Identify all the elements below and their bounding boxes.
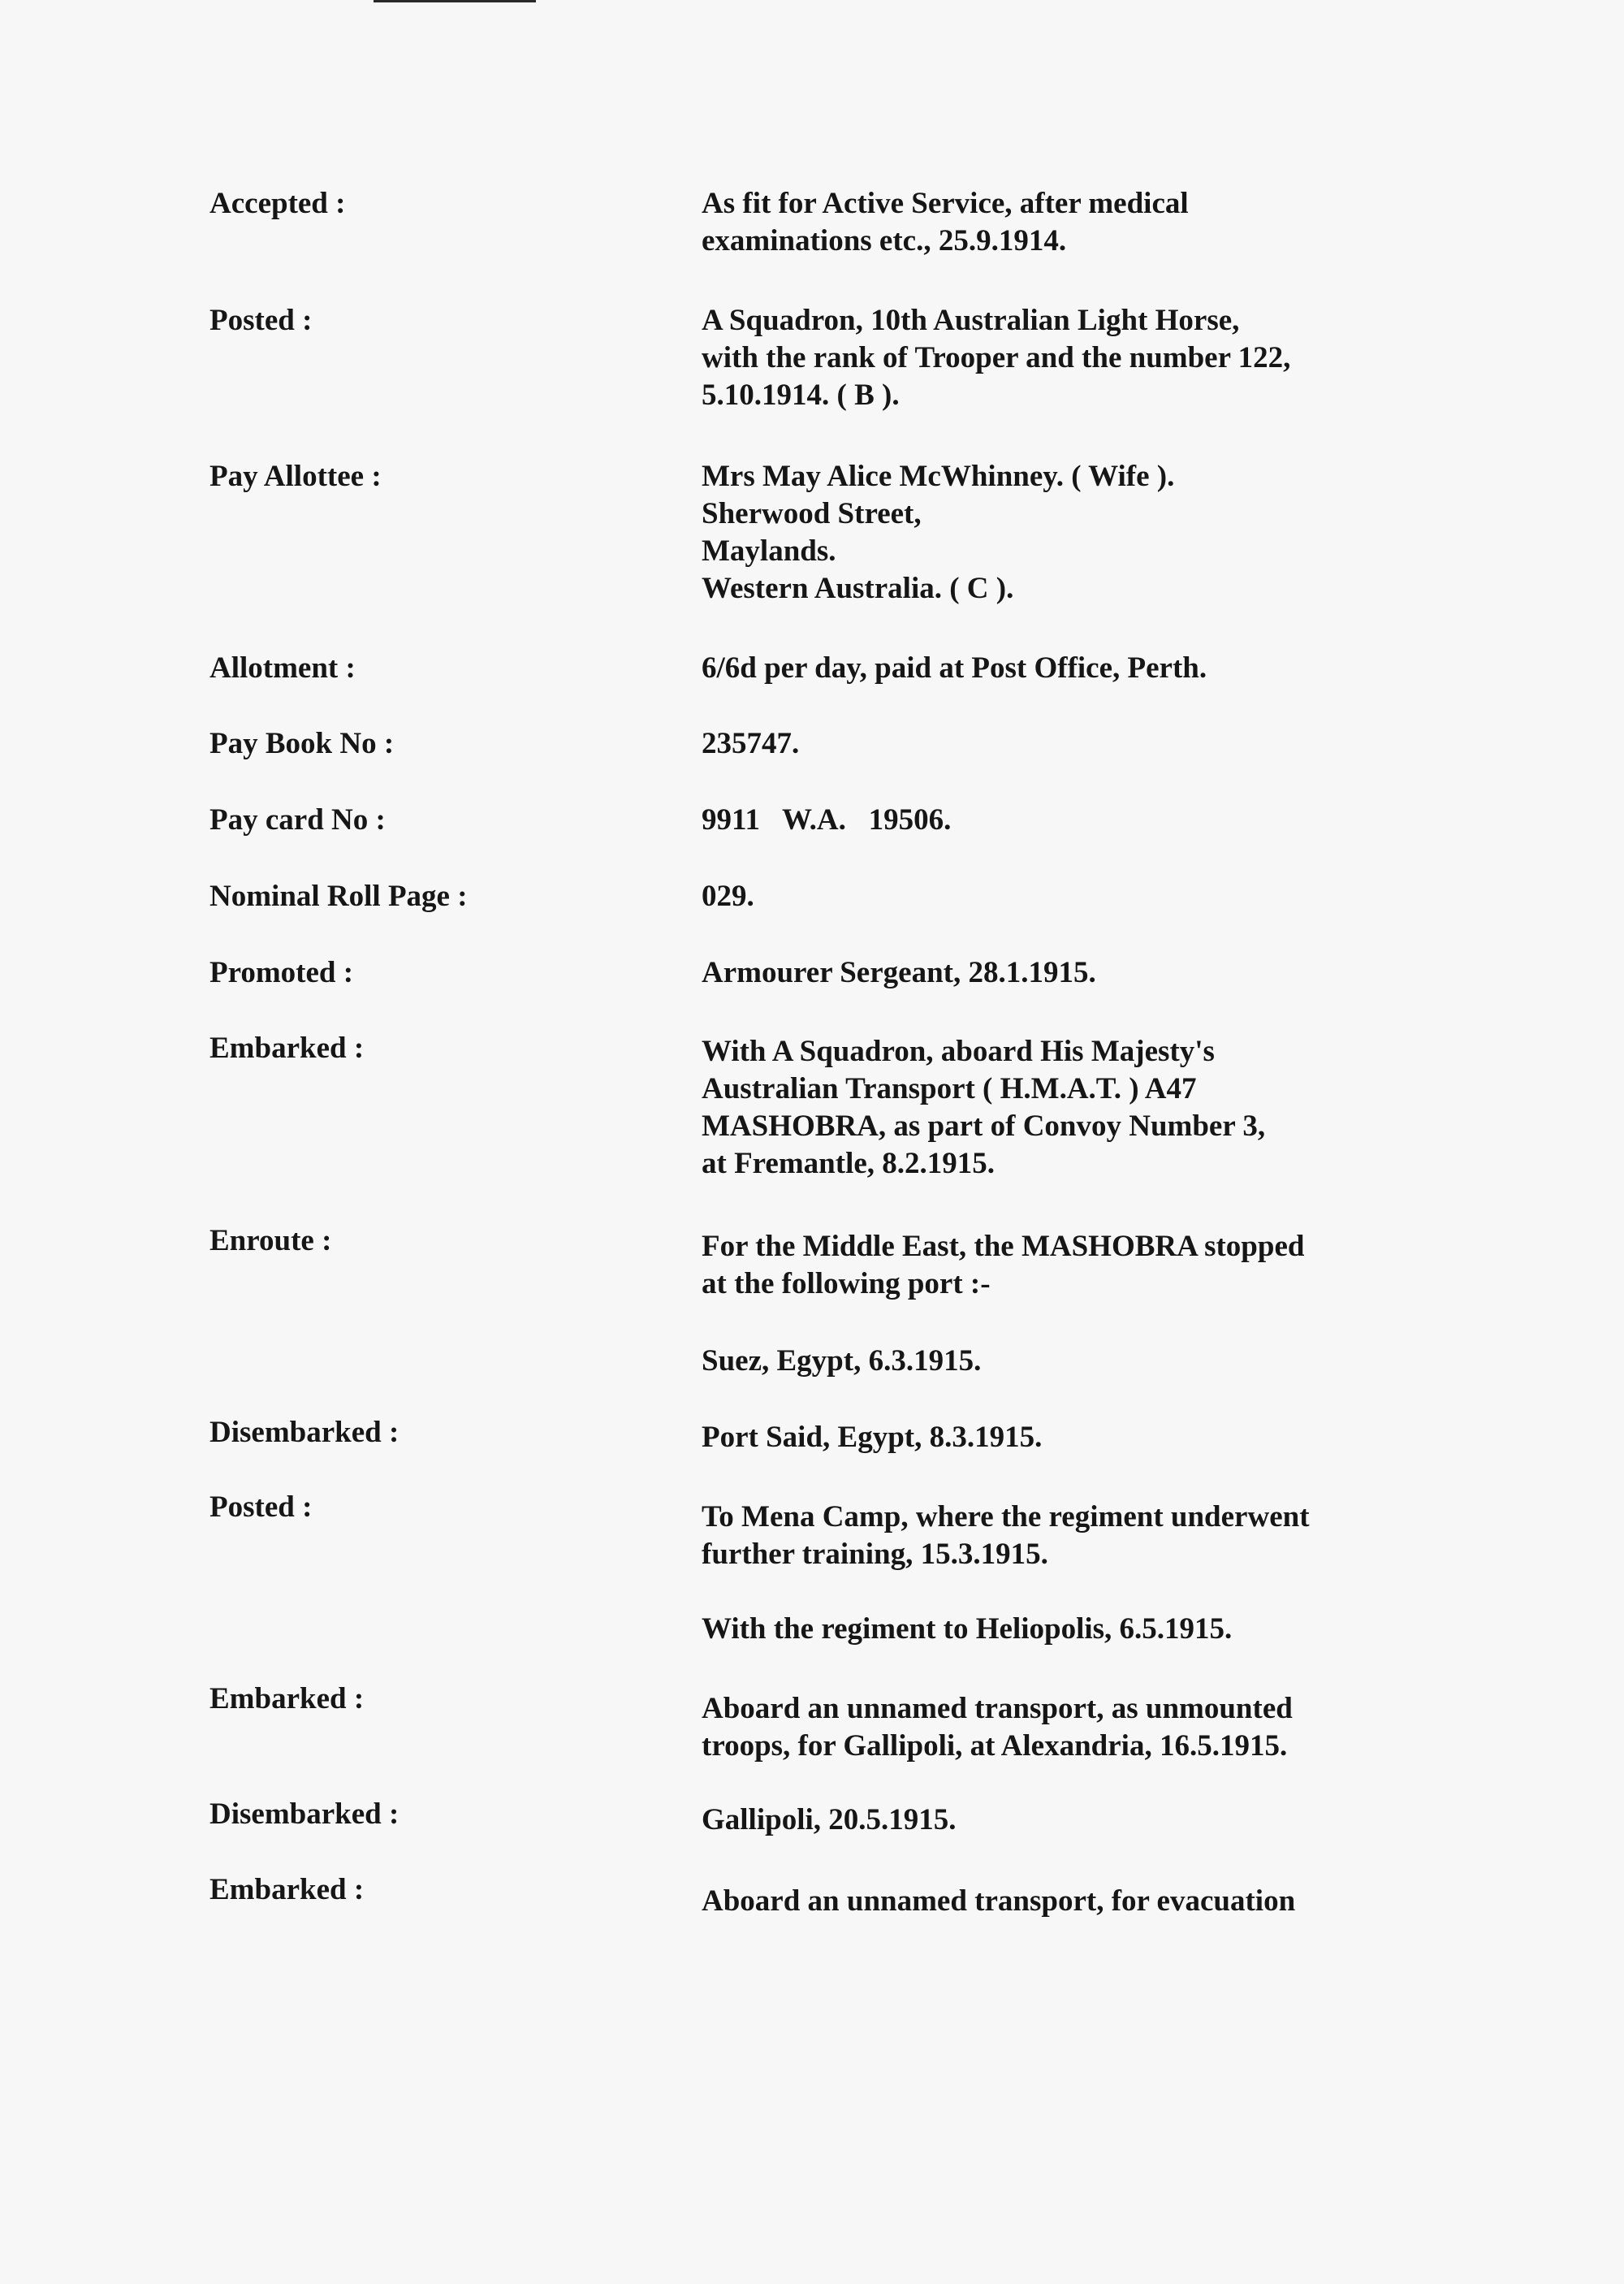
value-line: at the following port :- bbox=[702, 1267, 991, 1300]
posted-followup-value bbox=[702, 1611, 1514, 1648]
allotment-value bbox=[702, 650, 1514, 687]
accepted-label: Accepted : bbox=[209, 187, 346, 220]
value-line: Aboard an unnamed transport, as unmounted bbox=[702, 1692, 1293, 1725]
posted-value bbox=[702, 302, 1514, 414]
value-line: troops, for Gallipoli, at Alexandria, 16.5.1915. bbox=[702, 1729, 1288, 1763]
enroute-value bbox=[702, 1228, 1514, 1303]
pay-card-no-label: Pay card No : bbox=[209, 803, 386, 837]
value-line: As fit for Active Service, after medical bbox=[702, 187, 1189, 220]
value-line: Maylands. bbox=[702, 534, 836, 568]
pay-card-no-value bbox=[702, 802, 1514, 839]
nominal-roll-page-value bbox=[702, 878, 1514, 915]
value-line: MASHOBRA, as part of Convoy Number 3, bbox=[702, 1110, 1266, 1143]
value-line: For the Middle East, the MASHOBRA stopped bbox=[702, 1230, 1305, 1263]
promoted-value bbox=[702, 954, 1514, 992]
value-line: with the rank of Trooper and the number 122, bbox=[702, 341, 1291, 374]
value-line: With the regiment to Heliopolis, 6.5.1915. bbox=[702, 1612, 1233, 1646]
embarked-value bbox=[702, 1883, 1514, 1920]
value-line: With A Squadron, aboard His Majesty's bbox=[702, 1035, 1215, 1068]
value-line: at Fremantle, 8.2.1915. bbox=[702, 1147, 996, 1180]
value-line: Western Australia. ( C ). bbox=[702, 572, 1014, 605]
accepted-value bbox=[702, 185, 1514, 260]
value-line: 029. bbox=[702, 880, 754, 913]
embarked-label: Embarked : bbox=[209, 1873, 365, 1906]
value-line: 235747. bbox=[702, 727, 800, 760]
posted-label: Posted : bbox=[209, 1490, 313, 1524]
pay-allottee-label: Pay Allottee : bbox=[209, 460, 382, 493]
disembarked-value bbox=[702, 1419, 1514, 1456]
enroute-port-value bbox=[702, 1343, 1514, 1380]
allotment-label: Allotment : bbox=[209, 651, 356, 685]
embarked-value bbox=[702, 1033, 1514, 1183]
value-line: To Mena Camp, where the regiment underwent bbox=[702, 1500, 1310, 1533]
value-line: Armourer Sergeant, 28.1.1915. bbox=[702, 956, 1096, 989]
value-line: Mrs May Alice McWhinney. ( Wife ). bbox=[702, 460, 1175, 493]
pay-allottee-value bbox=[702, 458, 1514, 608]
value-line: Gallipoli, 20.5.1915. bbox=[702, 1803, 957, 1836]
disembarked-label: Disembarked : bbox=[209, 1416, 400, 1449]
value-line: Australian Transport ( H.M.A.T. ) A47 bbox=[702, 1072, 1197, 1105]
posted-value bbox=[702, 1499, 1514, 1573]
embarked-label: Embarked : bbox=[209, 1682, 365, 1715]
value-line: A Squadron, 10th Australian Light Horse, bbox=[702, 304, 1240, 337]
value-line: Aboard an unnamed transport, for evacuation bbox=[702, 1884, 1296, 1918]
embarked-value bbox=[702, 1690, 1514, 1765]
enroute-label: Enroute : bbox=[209, 1224, 332, 1257]
value-line: 6/6d per day, paid at Post Office, Perth. bbox=[702, 651, 1207, 685]
value-line: Sherwood Street, bbox=[702, 497, 922, 530]
promoted-label: Promoted : bbox=[209, 956, 354, 989]
value-line: 5.10.1914. ( B ). bbox=[702, 379, 900, 412]
embarked-label: Embarked : bbox=[209, 1032, 365, 1065]
disembarked-value bbox=[702, 1802, 1514, 1839]
pay-book-no-value bbox=[702, 725, 1514, 763]
pay-book-no-label: Pay Book No : bbox=[209, 727, 395, 760]
disembarked-label: Disembarked : bbox=[209, 1797, 400, 1831]
value-line: Port Said, Egypt, 8.3.1915. bbox=[702, 1421, 1043, 1454]
value-line: 9911 W.A. 19506. bbox=[702, 803, 952, 837]
nominal-roll-page-label: Nominal Roll Page : bbox=[209, 880, 468, 913]
posted-label: Posted : bbox=[209, 304, 313, 337]
value-line: Suez, Egypt, 6.3.1915. bbox=[702, 1344, 982, 1378]
value-line: examinations etc., 25.9.1914. bbox=[702, 224, 1067, 257]
value-line: further training, 15.3.1915. bbox=[702, 1538, 1048, 1571]
